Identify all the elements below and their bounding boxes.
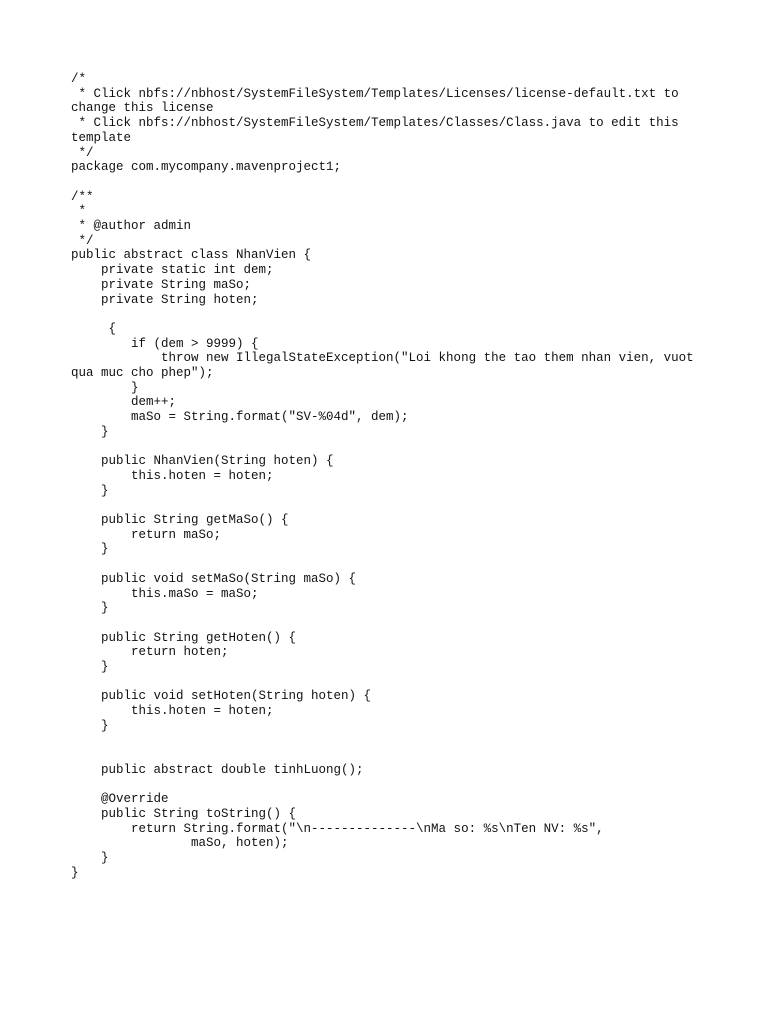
- code-line: }: [71, 483, 109, 498]
- code-line: }: [71, 542, 109, 557]
- code-line: [71, 498, 711, 513]
- code-line: this.hoten = hoten;: [71, 468, 274, 483]
- code-line: return maSo;: [71, 527, 222, 542]
- code-line: }: [71, 718, 109, 733]
- code-line: private String hoten;: [71, 292, 259, 307]
- code-line: throw new IllegalStateException("Loi khong the tao them nhan vien, vuot: [71, 351, 694, 366]
- code-line: [71, 307, 711, 322]
- code-line: public void setMaSo(String maSo) {: [71, 571, 357, 586]
- code-line: }: [71, 851, 109, 866]
- code-line: this.maSo = maSo;: [71, 586, 259, 601]
- code-line: [71, 748, 711, 763]
- code-line: }: [71, 601, 109, 616]
- code-line: */: [71, 145, 94, 160]
- code-line: public abstract double tinhLuong();: [71, 762, 364, 777]
- code-line: [71, 778, 711, 793]
- code-line: *: [71, 204, 87, 219]
- code-line: /**: [71, 189, 94, 204]
- code-line: * @author admin: [71, 219, 192, 234]
- code-line: [71, 616, 711, 631]
- code-line: }: [71, 660, 109, 675]
- code-line: [71, 440, 711, 455]
- code-line: * Click nbfs://nbhost/SystemFileSystem/Templates/Classes/Class.java to edit this: [71, 116, 679, 131]
- code-line: package com.mycompany.mavenproject1;: [71, 160, 342, 175]
- code-line: public abstract class NhanVien {: [71, 248, 312, 263]
- code-line: public NhanVien(String hoten) {: [71, 454, 334, 469]
- code-line: {: [71, 321, 117, 336]
- code-line: return hoten;: [71, 645, 229, 660]
- code-line: public String getHoten() {: [71, 630, 297, 645]
- code-listing: [71, 72, 711, 881]
- code-line: @Override: [71, 792, 169, 807]
- code-line: template: [71, 130, 132, 145]
- code-line: public String toString() {: [71, 807, 297, 821]
- code-line: private String maSo;: [71, 277, 252, 292]
- code-line: */: [71, 233, 94, 248]
- code-line: return String.format("\n--------------\nMa so: %s\nTen NV: %s",: [71, 821, 604, 836]
- code-line: [71, 675, 711, 690]
- code-line: * Click nbfs://nbhost/SystemFileSystem/Templates/Licenses/license-default.txt to: [71, 86, 679, 101]
- code-line: if (dem > 9999) {: [71, 336, 259, 351]
- code-line: qua muc cho phep");: [71, 366, 214, 381]
- code-line: public String getMaSo() {: [71, 513, 289, 528]
- code-line: private static int dem;: [71, 263, 274, 278]
- code-line: [71, 557, 711, 572]
- code-line: [71, 175, 711, 190]
- code-line: maSo = String.format("SV-%04d", dem);: [71, 410, 409, 425]
- code-line: public void setHoten(String hoten) {: [71, 689, 372, 704]
- code-line: }: [71, 865, 79, 880]
- code-line: }: [71, 424, 109, 439]
- code-line: maSo, hoten);: [71, 836, 289, 851]
- code-line: /*: [71, 72, 87, 86]
- code-line: }: [71, 380, 139, 395]
- code-line: change this license: [71, 101, 214, 116]
- code-line: [71, 734, 711, 749]
- code-line: dem++;: [71, 395, 177, 410]
- code-line: this.hoten = hoten;: [71, 704, 274, 719]
